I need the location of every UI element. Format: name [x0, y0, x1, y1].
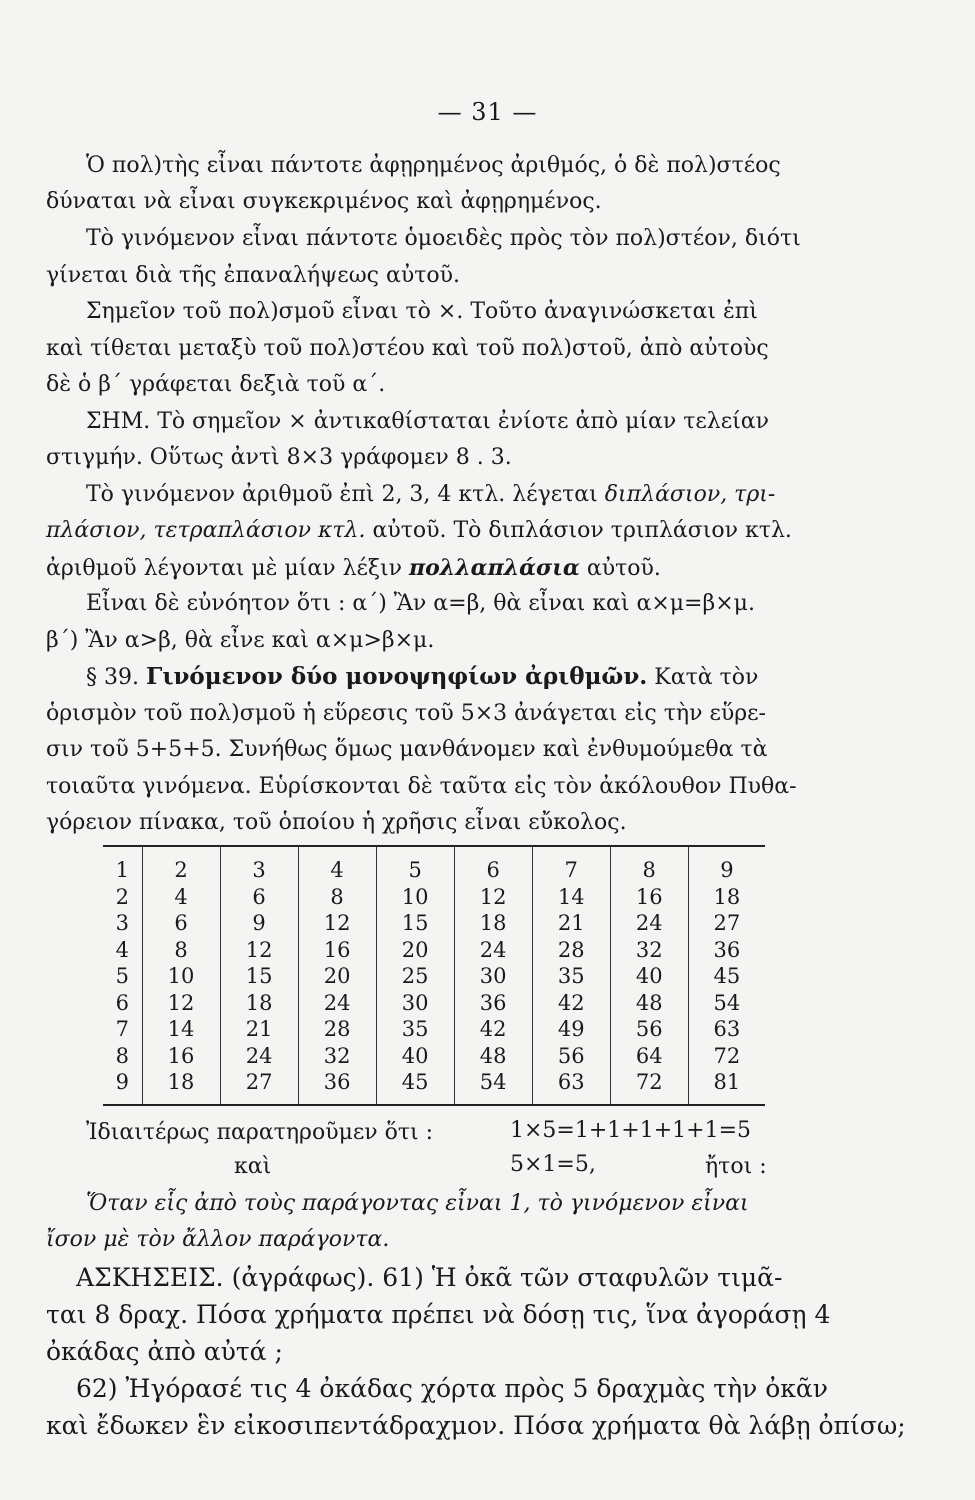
- table-cell: 9: [220, 910, 298, 937]
- table-cell: 32: [298, 1043, 376, 1070]
- table-cell: 42: [532, 990, 610, 1017]
- table-cell: 16: [610, 884, 688, 911]
- table-cell: 3: [220, 847, 298, 884]
- table-cell: 48: [610, 990, 688, 1017]
- table-cell: 3: [115, 911, 129, 936]
- table-cell: 18: [142, 1069, 220, 1104]
- text-line: σιν τοῦ 5+5+5. Συνήθως ὅμως μανθάνομεν καὶ ἐνθυμούμεθα τὰ: [46, 737, 768, 762]
- text-line: [46, 517, 792, 545]
- table-cell: 49: [532, 1016, 610, 1043]
- italic-term: διπλάσιον, τρι-: [604, 482, 776, 507]
- text-span: αὐτοῦ.: [579, 556, 661, 581]
- table-cell: 36: [298, 1069, 376, 1104]
- table-cell: 63: [532, 1069, 610, 1104]
- table-cell: 18: [454, 910, 532, 937]
- text-span: Κατὰ τὸν: [647, 665, 759, 690]
- table-cell: 30: [454, 963, 532, 990]
- table-cell: 45: [688, 963, 765, 990]
- table-cell: 16: [142, 1043, 220, 1070]
- observation-label: καὶ: [234, 1154, 272, 1179]
- text-line: στιγμήν. Οὕτως ἀντὶ 8×3 γράφομεν 8 . 3.: [46, 445, 512, 470]
- table-cell: 1: [115, 858, 129, 883]
- text-line: καὶ τίθεται μεταξὺ τοῦ πολ)στέου καὶ τοῦ πολ)στοῦ, ἀπὸ αὐτοὺς: [46, 336, 769, 361]
- table-cell: 54: [454, 1069, 532, 1104]
- text-line: Ὁ πολ)τὴς εἶναι πάντοτε ἀφῃρημένος ἀριθμός, ὁ δὲ πολ)στέος: [86, 153, 781, 178]
- italic-term: πλάσιον, τετραπλάσιον κτλ.: [46, 518, 366, 543]
- table-cell: 42: [454, 1016, 532, 1043]
- table-cell: 24: [220, 1043, 298, 1070]
- table-row: [103, 963, 765, 990]
- table-row: [103, 1016, 765, 1043]
- table-cell: 6: [142, 910, 220, 937]
- table-cell: 32: [610, 937, 688, 964]
- text-line: [86, 481, 775, 509]
- table-cell: 8: [115, 1043, 129, 1068]
- observation-label: Ἰδιαιτέρως παρατηροῦμεν ὅτι :: [86, 1120, 434, 1145]
- text-line: Εἶναι δὲ εὐνόητον ὅτι : α΄) Ἂν α=β, θὰ εἶναι καὶ α×μ=β×μ.: [86, 591, 755, 616]
- table-cell: 12: [454, 884, 532, 911]
- table-cell: 18: [220, 990, 298, 1017]
- equation: 5×1=5,: [510, 1152, 596, 1177]
- table-row: [103, 884, 765, 911]
- table-cell: 16: [298, 937, 376, 964]
- table-cell: 4: [115, 937, 129, 962]
- table-cell: 24: [454, 937, 532, 964]
- table-cell: 28: [298, 1016, 376, 1043]
- table-cell: 54: [688, 990, 765, 1017]
- table-cell: 4: [142, 884, 220, 911]
- table-cell: 40: [376, 1043, 454, 1070]
- table-cell: 40: [610, 963, 688, 990]
- table-cell: 7: [115, 1017, 129, 1042]
- table-cell: 27: [688, 910, 765, 937]
- section-heading-line: [86, 663, 758, 692]
- table-row: [103, 990, 765, 1017]
- table-row: [103, 910, 765, 937]
- table-cell: 8: [610, 847, 688, 884]
- text-line: δὲ ὁ β΄ γράφεται δεξιὰ τοῦ α΄.: [46, 372, 386, 397]
- table-cell: 18: [688, 884, 765, 911]
- table-cell: 56: [532, 1043, 610, 1070]
- section-title: Γινόμενον δύο μονοψηφίων ἀριθμῶν.: [145, 663, 648, 690]
- text-line: ὁρισμὸν τοῦ πολ)σμοῦ ἡ εὕρεσις τοῦ 5×3 ἀνάγεται εἰς τὴν εὕρε-: [46, 701, 766, 726]
- table-cell: 8: [298, 884, 376, 911]
- text-line: [46, 554, 661, 583]
- table-cell: 6: [454, 847, 532, 884]
- table-row: [103, 1043, 765, 1070]
- exercise-line: ΑΣΚΗΣΕΙΣ. (ἀγράφως). 61) Ἡ ὀκᾶ τῶν σταφυλῶν τιμᾶ-: [76, 1263, 783, 1292]
- table-cell: 6: [115, 990, 129, 1015]
- table-cell: 48: [454, 1043, 532, 1070]
- table-cell: 56: [610, 1016, 688, 1043]
- table-cell: 72: [610, 1069, 688, 1104]
- text-line: δύναται νὰ εἶναι συγκεκριμένος καὶ ἀφῃρημένος.: [46, 189, 602, 214]
- bold-term: πολλαπλάσια: [409, 555, 580, 581]
- exercise-line: ται 8 δραχ. Πόσα χρήματα πρέπει νὰ δόσῃ τις, ἵνα ἀγοράσῃ 4: [46, 1300, 831, 1329]
- table-cell: 21: [532, 910, 610, 937]
- table-cell: 24: [610, 910, 688, 937]
- table-cell: 12: [142, 990, 220, 1017]
- text-line: Τὸ γινόμενον εἶναι πάντοτε ὁμοειδὲς πρὸς τὸν πολ)στέον, διότι: [86, 226, 801, 251]
- table-cell: 4: [298, 847, 376, 884]
- exercise-line: 62) Ἠγόρασέ τις 4 ὀκάδας χόρτα πρὸς 5 δραχμὰς τὴν ὀκᾶν: [76, 1374, 828, 1403]
- rule-text: ἴσον μὲ τὸν ἄλλον παράγοντα.: [46, 1227, 390, 1252]
- observation-label: ἤτοι :: [705, 1154, 767, 1179]
- text-span: αὐτοῦ. Τὸ διπλάσιον τριπλάσιον κτλ.: [365, 518, 792, 543]
- table-cell: 63: [688, 1016, 765, 1043]
- table-row: [103, 847, 765, 884]
- table-cell: 35: [532, 963, 610, 990]
- rule-text: Ὅταν εἷς ἀπὸ τοὺς παράγοντας εἶναι 1, τὸ γινόμενον εἶναι: [86, 1191, 749, 1216]
- pythagorean-table: [103, 845, 765, 1106]
- exercise-line: καὶ ἔδωκεν ἓν εἰκοσιπεντάδραχμον. Πόσα χρήματα θὰ λάβῃ ὀπίσω;: [46, 1411, 906, 1440]
- table-cell: 45: [376, 1069, 454, 1104]
- text-line: Σημεῖον τοῦ πολ)σμοῦ εἶναι τὸ ×. Τοῦτο ἀναγινώσκεται ἐπὶ: [86, 299, 758, 324]
- table-cell: 24: [298, 990, 376, 1017]
- equation: 1×5=1+1+1+1+1=5: [510, 1118, 752, 1143]
- table-row: [103, 1069, 765, 1104]
- table-cell: 81: [688, 1069, 765, 1104]
- text-line: ΣΗΜ. Τὸ σημεῖον × ἀντικαθίσταται ἐνίοτε ἀπὸ μίαν τελείαν: [86, 409, 769, 434]
- table-cell: 14: [142, 1016, 220, 1043]
- table-cell: 8: [142, 937, 220, 964]
- text-span: Τὸ γινόμενον ἀριθμοῦ ἐπὶ 2, 3, 4 κτλ. λέγεται: [86, 482, 605, 507]
- table-cell: 25: [376, 963, 454, 990]
- table-cell: 27: [220, 1069, 298, 1104]
- text-line: γόρειον πίνακα, τοῦ ὁποίου ἡ χρῆσις εἶναι εὔκολος.: [46, 810, 627, 835]
- section-number: § 39.: [86, 665, 139, 690]
- text-line: β΄) Ἂν α>β, θὰ εἶνε καὶ α×μ>β×μ.: [46, 628, 435, 653]
- table-cell: 14: [532, 884, 610, 911]
- exercise-line: ὀκάδας ἀπὸ αὐτά ;: [46, 1337, 283, 1366]
- table-cell: 21: [220, 1016, 298, 1043]
- table-cell: 12: [220, 937, 298, 964]
- table-cell: 2: [115, 884, 129, 909]
- text-span: ἀριθμοῦ λέγονται μὲ μίαν λέξιν: [46, 556, 410, 581]
- text-line: τοιαῦτα γινόμενα. Εὑρίσκονται δὲ ταῦτα εἰς τὸν ἀκόλουθον Πυθα-: [46, 774, 797, 799]
- table-cell: 7: [532, 847, 610, 884]
- table-cell: 10: [142, 963, 220, 990]
- table-cell: 35: [376, 1016, 454, 1043]
- table-cell: 64: [610, 1043, 688, 1070]
- table-cell: 12: [298, 910, 376, 937]
- table-cell: 30: [376, 990, 454, 1017]
- table-cell: 36: [688, 937, 765, 964]
- table-cell: 5: [115, 964, 129, 989]
- page-number: — 31 —: [437, 98, 538, 126]
- table-cell: 36: [454, 990, 532, 1017]
- table-cell: 9: [688, 847, 765, 884]
- table-cell: 20: [376, 937, 454, 964]
- table-cell: 15: [376, 910, 454, 937]
- table-cell: 5: [376, 847, 454, 884]
- table-cell: 9: [115, 1070, 129, 1095]
- table-cell: 2: [142, 847, 220, 884]
- table-cell: 72: [688, 1043, 765, 1070]
- text-line: γίνεται διὰ τῆς ἐπαναλήψεως αὐτοῦ.: [46, 263, 460, 288]
- table-row: [103, 937, 765, 964]
- table-cell: 15: [220, 963, 298, 990]
- table-cell: 6: [220, 884, 298, 911]
- table-cell: 28: [532, 937, 610, 964]
- table-cell: 20: [298, 963, 376, 990]
- multiplication-table: [103, 847, 765, 1104]
- table-cell: 10: [376, 884, 454, 911]
